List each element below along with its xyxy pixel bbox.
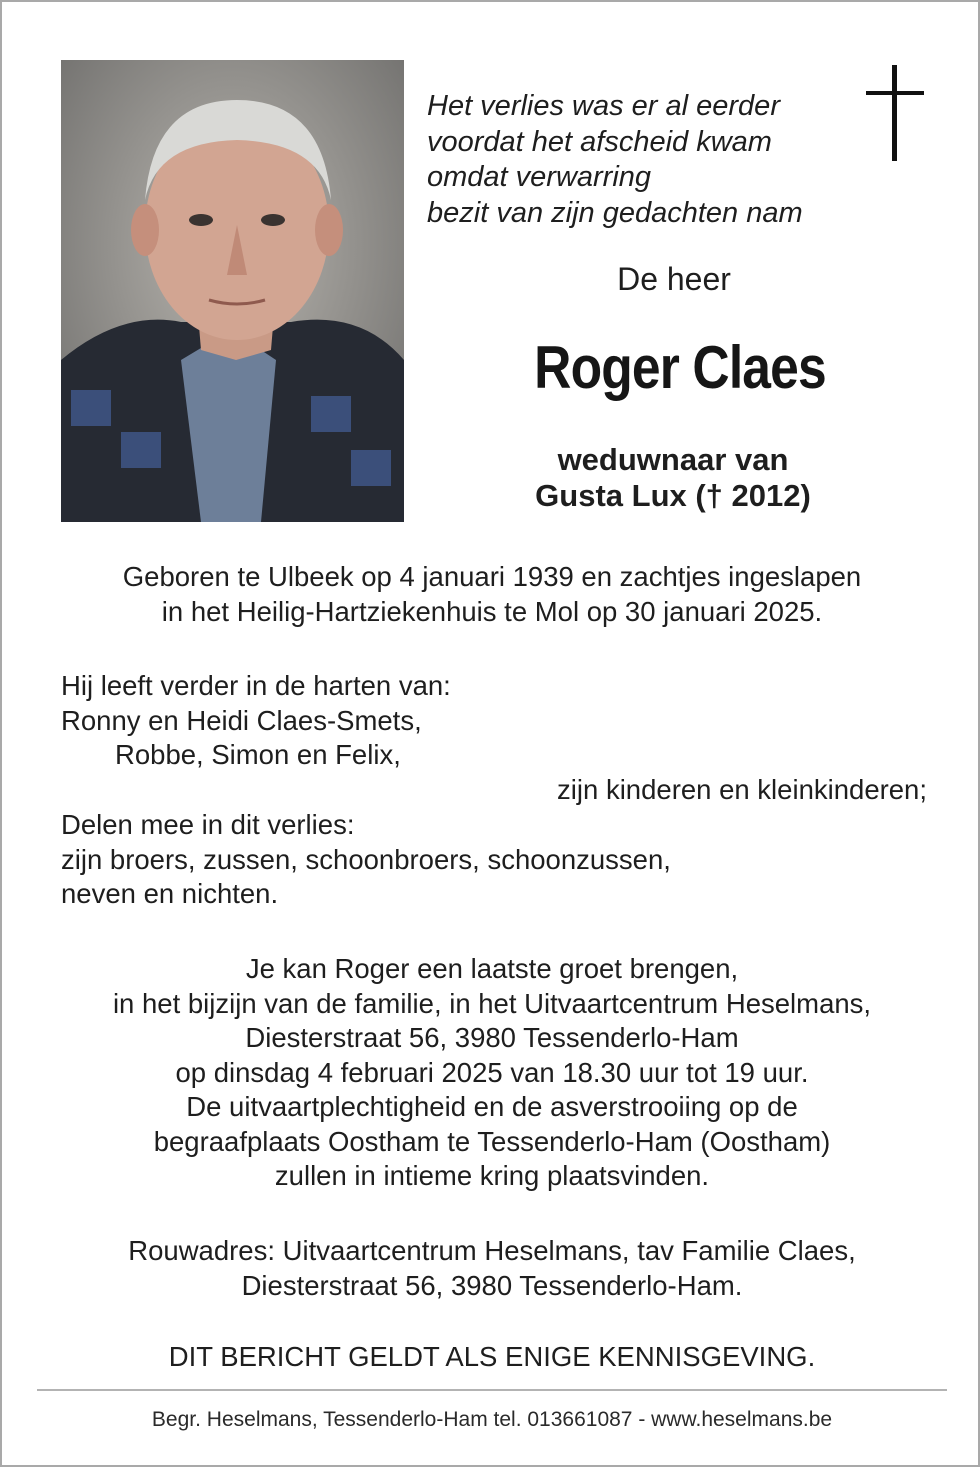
text-line: in het Heilig-Hartziekenhuis te Mol op 30 januari 2025.: [161, 595, 823, 627]
portrait-photo: [61, 60, 404, 522]
widow-info: [472, 442, 874, 514]
share-intro: Delen mee in dit verlies:: [61, 808, 355, 840]
family-section: [61, 669, 927, 912]
text-line: Diesterstraat 56, 3980 Tessenderlo-Ham: [245, 1022, 739, 1053]
portrait-illustration: [61, 60, 404, 522]
divider: [37, 1389, 947, 1391]
cross-icon: [866, 65, 924, 161]
poem-line: omdat verwarring: [427, 161, 652, 193]
funeral-home-footer: Begr. Heselmans, Tessenderlo-Ham tel. 013661087 - www.heselmans.be: [151, 1408, 833, 1431]
family-relation: zijn kinderen en kleinkinderen;: [557, 774, 927, 806]
text-line: Geboren te Ulbeek op 4 januari 1939 en zachtjes ingeslapen: [122, 561, 862, 592]
text-line: zullen in intieme kring plaatsvinden.: [274, 1160, 710, 1191]
text-line: Rouwadres: Uitvaartcentrum Heselmans, tav Familie Claes,: [128, 1235, 856, 1266]
poem-line: Het verlies was er al eerder: [427, 90, 780, 122]
relatives-line: zijn broers, zussen, schoonbroers, schoonzussen,: [61, 843, 671, 875]
salutation: De heer: [617, 261, 731, 297]
widow-label: weduwnaar van: [557, 442, 789, 477]
text-line: in het bijzijn van de familie, in het Uitvaartcentrum Heselmans,: [112, 987, 872, 1019]
relatives-line: neven en nichten.: [61, 878, 279, 910]
poem-line: voordat het afscheid kwam: [427, 125, 772, 158]
deceased-name: Roger Claes: [534, 334, 826, 401]
birth-death-info: [42, 560, 942, 629]
family-intro: Hij leeft verder in de harten van:: [61, 670, 451, 701]
text-line: De uitvaartplechtigheid en de asverstrooiing op de: [186, 1091, 798, 1122]
children-names: Ronny en Heidi Claes-Smets,: [61, 704, 422, 736]
grandchildren-names: Robbe, Simon en Felix,: [115, 739, 401, 771]
poem-line: bezit van zijn gedachten nam: [427, 196, 803, 229]
text-line: op dinsdag 4 februari 2025 van 18.30 uur tot 19 uur.: [175, 1056, 809, 1088]
mourning-address: [42, 1234, 942, 1303]
notice-text: DIT BERICHT GELDT ALS ENIGE KENNISGEVING.: [168, 1341, 816, 1372]
visitation-info: [42, 952, 942, 1194]
text-line: begraafplaats Oostham te Tessenderlo-Ham (Oostham): [153, 1125, 831, 1157]
spouse-name: Gusta Lux († 2012): [535, 478, 811, 513]
text-line: Diesterstraat 56, 3980 Tessenderlo-Ham.: [241, 1269, 743, 1301]
text-line: Je kan Roger een laatste groet brengen,: [245, 953, 739, 984]
poem: [427, 89, 857, 231]
